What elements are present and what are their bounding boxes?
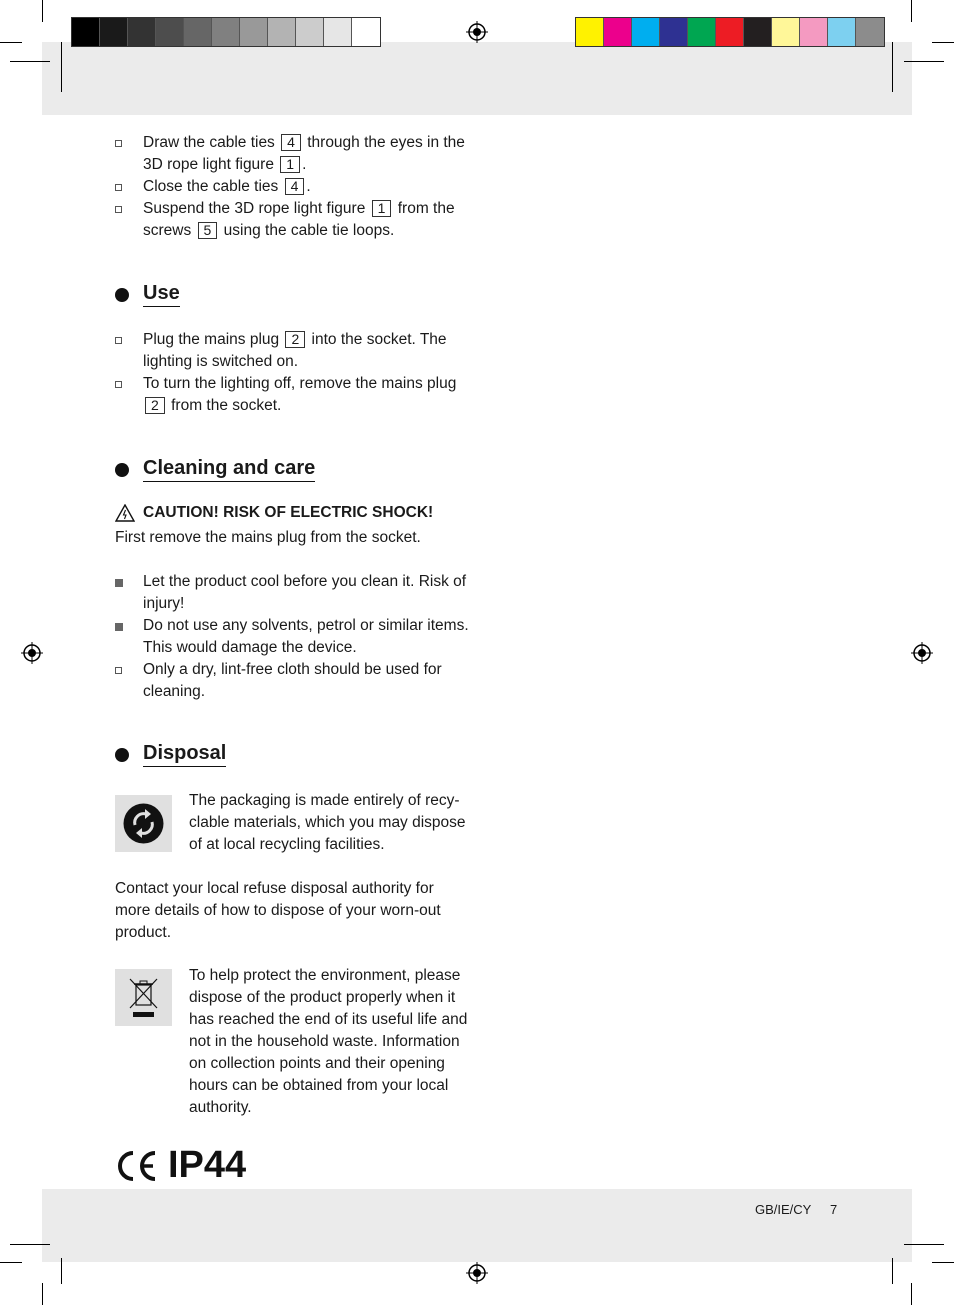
heading-bullet-icon: [115, 748, 129, 762]
list-item: Plug the mains plug 2 into the socket. The lighting is switched on.: [115, 329, 470, 373]
registration-mark-icon: [466, 21, 488, 43]
part-number: 1: [280, 156, 300, 173]
color-swatch: [716, 18, 744, 46]
part-number: 4: [281, 134, 301, 151]
crop-mark: [932, 42, 954, 43]
caution-warning: CAUTION! RISK OF ELECTRIC SHOCK!: [115, 504, 433, 522]
color-swatch: [324, 18, 352, 46]
checkbox-bullet-icon: [115, 381, 122, 388]
color-swatch: [240, 18, 268, 46]
ce-mark-icon: [115, 1149, 159, 1183]
footer-region: GB/IE/CY: [755, 1202, 812, 1217]
crop-mark: [911, 0, 912, 22]
crop-mark: [892, 42, 893, 92]
checkbox-bullet-icon: [115, 667, 122, 674]
color-swatch: [72, 18, 100, 46]
color-swatch: [128, 18, 156, 46]
color-swatch: [100, 18, 128, 46]
heading-bullet-icon: [115, 288, 129, 302]
crop-mark: [61, 42, 62, 92]
color-swatch: [352, 18, 380, 46]
section-heading-disposal: Disposal: [115, 742, 226, 767]
part-number: 5: [198, 222, 218, 239]
checkbox-bullet-icon: [115, 184, 122, 191]
install-steps-list: [115, 132, 470, 242]
list-item: Draw the cable ties 4 through the eyes in the 3D rope light figure 1 .: [115, 132, 470, 176]
color-swatch: [576, 18, 604, 46]
list-item: To turn the lighting off, remove the mains plug 2 from the socket.: [115, 373, 470, 417]
color-swatch: [212, 18, 240, 46]
list-item: Close the cable ties 4 .: [115, 176, 470, 198]
crop-mark: [0, 1262, 22, 1263]
part-number: 1: [372, 200, 392, 217]
recycling-icon: [115, 795, 172, 852]
color-swatch: [688, 18, 716, 46]
section-heading-use: Use: [115, 282, 180, 307]
color-swatch: [660, 18, 688, 46]
list-item: Let the product cool before you clean it. Risk of injury!: [115, 571, 470, 615]
color-swatch: [604, 18, 632, 46]
section-heading-cleaning: Cleaning and care: [115, 457, 315, 482]
weee-text: To help protect the environment, please dispose of the product properly when it has reached the end of its useful life and not in the household waste. Information on collection points and their opening hours can be obtained from your local authority.: [189, 967, 468, 1116]
use-list: [115, 329, 470, 417]
color-swatch: [632, 18, 660, 46]
checkbox-bullet-icon: [115, 337, 122, 344]
registration-mark-icon: [911, 642, 933, 664]
color-swatch: [800, 18, 828, 46]
color-swatch: [268, 18, 296, 46]
checkbox-bullet-icon: [115, 140, 122, 147]
contact-text: Contact your local refuse disposal authority for more details of how to dispose of your worn-out product.: [115, 880, 441, 941]
list-item: Only a dry, lint-free cloth should be used for cleaning.: [115, 659, 470, 703]
crop-mark: [904, 1244, 944, 1245]
crop-mark: [42, 1283, 43, 1305]
footer-band: [42, 1189, 912, 1262]
square-bullet-icon: [115, 623, 123, 631]
page-number: 7: [830, 1202, 838, 1217]
crop-mark: [904, 61, 944, 62]
checkbox-bullet-icon: [115, 206, 122, 213]
crop-mark: [0, 42, 22, 43]
part-number: 2: [145, 397, 165, 414]
list-item: Suspend the 3D rope light figure 1 from the screws 5 using the cable tie loops.: [115, 198, 470, 242]
color-swatch: [828, 18, 856, 46]
cleaning-list: [115, 571, 470, 703]
crop-mark: [932, 1262, 954, 1263]
color-swatch: [296, 18, 324, 46]
header-band: [42, 42, 912, 115]
crop-mark: [42, 0, 43, 22]
crop-mark: [10, 61, 50, 62]
list-item: Do not use any solvents, petrol or similar items. This would damage the device.: [115, 615, 470, 659]
color-swatch: [156, 18, 184, 46]
ip-rating: IP44: [168, 1144, 247, 1186]
part-number: 2: [285, 331, 305, 348]
color-swatch-bar: [575, 17, 885, 47]
heading-bullet-icon: [115, 463, 129, 477]
crossed-bin-icon: [115, 969, 172, 1026]
packaging-text: The packaging is made entirely of recy-clable materials, which you may dispose of at local recycling facilities.: [189, 792, 466, 853]
crop-mark: [10, 1244, 50, 1245]
crop-mark: [61, 1258, 62, 1284]
grayscale-swatch-bar: [71, 17, 381, 47]
color-swatch: [184, 18, 212, 46]
caution-text: First remove the mains plug from the socket.: [115, 529, 421, 546]
crop-mark: [892, 1258, 893, 1284]
warning-triangle-icon: [115, 504, 135, 522]
crop-mark: [911, 1283, 912, 1305]
color-swatch: [856, 18, 884, 46]
registration-mark-icon: [466, 1262, 488, 1284]
color-swatch: [772, 18, 800, 46]
registration-mark-icon: [21, 642, 43, 664]
square-bullet-icon: [115, 579, 123, 587]
color-swatch: [744, 18, 772, 46]
part-number: 4: [285, 178, 305, 195]
